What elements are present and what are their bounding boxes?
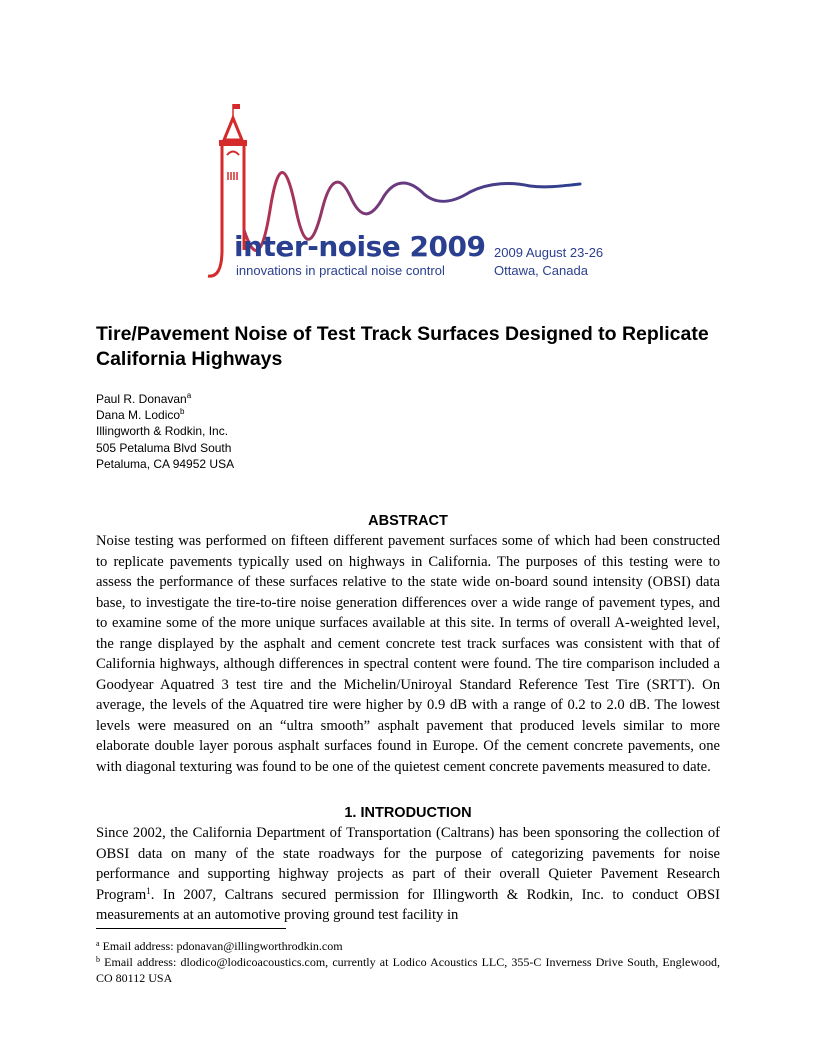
conference-wordmark: inter-noise 2009	[234, 230, 486, 263]
footnote-mark: a	[96, 939, 100, 948]
author-name: Paul R. Donavan	[96, 392, 187, 406]
author-affil-mark: b	[180, 407, 185, 417]
intro-text-end: . In 2007, Caltrans secured permission for Illingworth & Rodkin, Inc. to conduct OBSI measurements at an automotive proving ground test facility in	[96, 886, 720, 923]
author-name: Dana M. Lodico	[96, 408, 181, 423]
conference-location: Ottawa, Canada	[494, 263, 588, 278]
footnote-a	[96, 938, 720, 954]
paper-title: Tire/Pavement Noise of Test Track Surfaces Designed to Replicate California Highways	[96, 323, 709, 370]
abstract-text: Noise testing was performed on fifteen different pavement surfaces some of which had been constructed to replicate pavements typically used on highways in California. The purposes of this testing were to assess the performance of these surfaces relative to the state wide on-board sound intensity (OBSI) data base, to investigate the tire-to-tire noise generation differences over a wide range of pavement types, and to examine some of the more unique surfaces available at this site. In terms of overall A-weighted level, the range displayed by the asphalt and cement concrete test track surfaces was consistent with that of California highways, although differences in spectral content were found. The tire comparison included a Goodyear Aquatred 3 test tire and the Michelin/Uniroyal Standard Reference Test Tire (SRTT). On average, the levels of the Aquatred tire were higher by 0.9 dB with a range of 0.2 to 2.0 dB. The lowest levels were measured on an “ultra smooth” asphalt pavement that produced levels similar to more elaborate double layer porous asphalt surfaces found in Europe. Of the cement concrete pavements, one with diagonal texturing was found to be one of the quietest cement concrete pavements measured to date.	[96, 533, 720, 775]
author-2	[96, 407, 234, 423]
author-block	[96, 391, 234, 472]
author-affil-mark: a	[186, 391, 192, 400]
citation-ref: 1	[146, 885, 151, 896]
footnote-divider	[96, 928, 286, 929]
conference-logo	[200, 100, 670, 285]
affiliation-line: Illingworth & Rodkin, Inc.	[96, 424, 229, 439]
author-1	[96, 391, 234, 407]
footnote-b	[96, 954, 720, 986]
affiliation-line: Petaluma, CA 94952 USA	[96, 456, 235, 471]
introduction-heading: 1. INTRODUCTION	[344, 805, 472, 821]
conference-date: 2009 August 23-26	[494, 245, 604, 260]
footnote-text: Email address: pdonavan@illingworthrodkin.com	[102, 939, 343, 953]
footnote-mark: b	[96, 955, 100, 964]
affiliation-line: 505 Petaluma Blvd South	[96, 440, 232, 455]
footnote-text: Email address: dlodico@lodicoacoustics.com, currently at Lodico Acoustics LLC, 355-C Inverness Drive South, Englewood, CO 80112 USA	[96, 955, 721, 985]
conference-tagline: innovations in practical noise control	[236, 263, 445, 278]
introduction-text	[96, 823, 720, 926]
abstract-heading: ABSTRACT	[368, 513, 448, 529]
intro-text-start: Since 2002, the California Department of Transportation (Caltrans) has been sponsoring the collection of OBSI data on many of the state roadways for the purpose of categorizing pavements for noise performance and supporting highway projects as part of their overall Quieter Pavement Research Program	[96, 825, 720, 903]
